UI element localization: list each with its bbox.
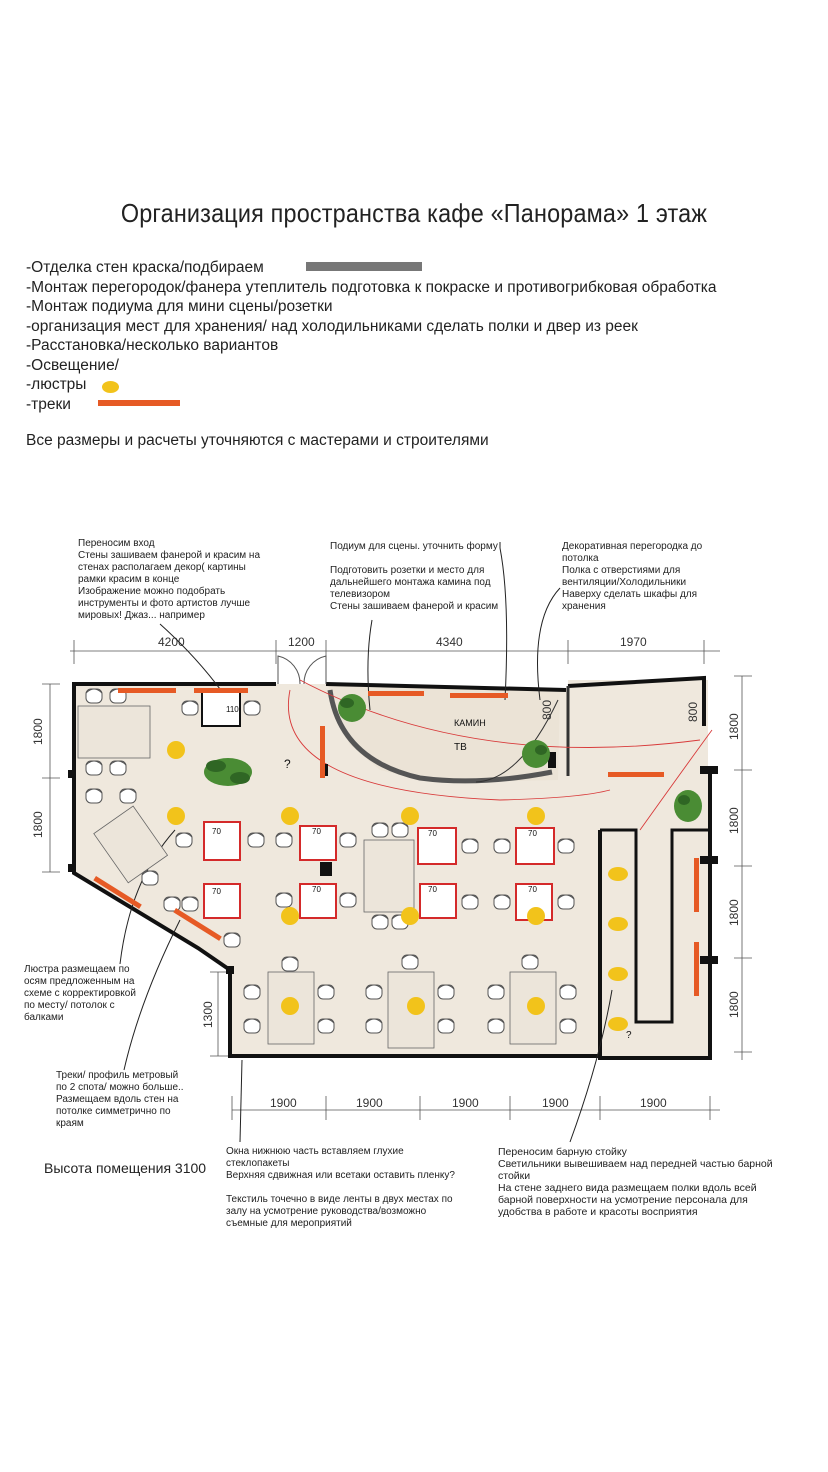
- annotation-tracks: Треки/ профиль метровый по 2 спота/ можно больше.. Размещаем вдоль стен на потолке симметрично по краям: [56, 1070, 184, 1129]
- dim-label: 1900: [270, 1096, 297, 1110]
- subnote: Все размеры и расчеты уточняются с мастерами и строителями: [26, 432, 489, 449]
- dim-label: 1970: [620, 635, 647, 649]
- note-item: -люстры: [26, 376, 87, 393]
- dim-label: 1800: [727, 991, 741, 1018]
- question-mark: ?: [626, 1030, 632, 1041]
- dim-label: 1800: [31, 718, 45, 745]
- svg-text:110: 110: [226, 705, 239, 714]
- dim-label: 800: [686, 701, 700, 722]
- dim-label: 800: [540, 699, 554, 720]
- dim-label: 1800: [727, 713, 741, 740]
- annotation-chandeliers: Люстра размещаем по осям предложенным на схеме с корректировкой по месту/ потолок с балками: [24, 964, 136, 1023]
- svg-text:70: 70: [212, 887, 221, 896]
- room-height-label: Высота помещения 3100: [44, 1160, 207, 1176]
- dim-label: 1900: [452, 1096, 479, 1110]
- table-red: [420, 884, 456, 918]
- page-title: Организация пространства кафе «Панорама» 1 этаж: [120, 198, 708, 228]
- dim-label: 1900: [356, 1096, 383, 1110]
- dim-label: 1800: [727, 899, 741, 926]
- annotation-partition: Декоративная перегородка до потолка Полка с отверстиями для вентиляции/Холодильники Наверху сделать шкафы для хранения: [562, 541, 703, 612]
- note-item: -организация мест для хранения/ над холодильниками сделать полки и двер из реек: [26, 317, 638, 335]
- svg-text:70: 70: [528, 885, 537, 894]
- dim-label: 4200: [158, 635, 185, 649]
- note-item: -Расстановка/несколько вариантов: [26, 337, 279, 354]
- svg-text:70: 70: [312, 827, 321, 836]
- dim-label: 1800: [31, 811, 45, 838]
- entrance-door: [278, 656, 326, 684]
- table-red: [204, 884, 240, 918]
- annotation-windows: Окна нижнюю часть вставляем глухие стеклопакеты Верхняя сдвижная или всетаки оставить пленку? Текстиль точечно в виде ленты в двух местах по залу на усмотрение руководства/возможно съемные для мероприятий: [226, 1146, 455, 1229]
- note-item: -Освещение/: [26, 356, 119, 374]
- table-red: [204, 822, 240, 860]
- dim-label: 1300: [201, 1001, 215, 1028]
- svg-text:70: 70: [528, 829, 537, 838]
- note-item: -Отделка стен краска/подбираем: [26, 259, 264, 276]
- svg-text:70: 70: [428, 829, 437, 838]
- fireplace-label: КАМИН: [454, 718, 486, 728]
- dim-label: 4340: [436, 635, 463, 649]
- annotation-podium: Подиум для сцены. уточнить форму Подготовить розетки и место для дальнейшего монтажа камина под телевизором Стены зашиваем фанерой и красим: [330, 541, 499, 612]
- annotation-entrance: Переносим вход Стены зашиваем фанерой и красим на стенах располагаем декор( картины рамки красим в конце Изображение можно подобрать инструменты и фото артистов лучше мировых! Джаз... например: [78, 538, 261, 621]
- dim-label: 1800: [727, 807, 741, 834]
- dim-label: 1200: [288, 635, 315, 649]
- dim-label: 1900: [640, 1096, 667, 1110]
- annotation-bar: Переносим барную стойку Светильники вывешиваем над передней частью барной стойки На стене заднего вида размещаем полки вдоль всей барной поверхности на усмотрение персонала для удобства в работе и красоты восприятия: [498, 1146, 773, 1218]
- note-item: -Монтаж перегородок/фанера утеплитель подготовка к покраске и противогрибковая обработка: [26, 278, 717, 296]
- svg-text:70: 70: [312, 885, 321, 894]
- note-item: -треки: [26, 395, 71, 413]
- table: [78, 706, 150, 758]
- table-red: [418, 828, 456, 864]
- table: [364, 840, 414, 912]
- dim-label: 1900: [542, 1096, 569, 1110]
- tv-label: ТВ: [454, 742, 467, 753]
- question-mark: ?: [284, 757, 291, 771]
- svg-text:70: 70: [212, 827, 221, 836]
- svg-text:70: 70: [428, 885, 437, 894]
- note-item: -Монтаж подиума для мини сцены/розетки: [26, 298, 333, 315]
